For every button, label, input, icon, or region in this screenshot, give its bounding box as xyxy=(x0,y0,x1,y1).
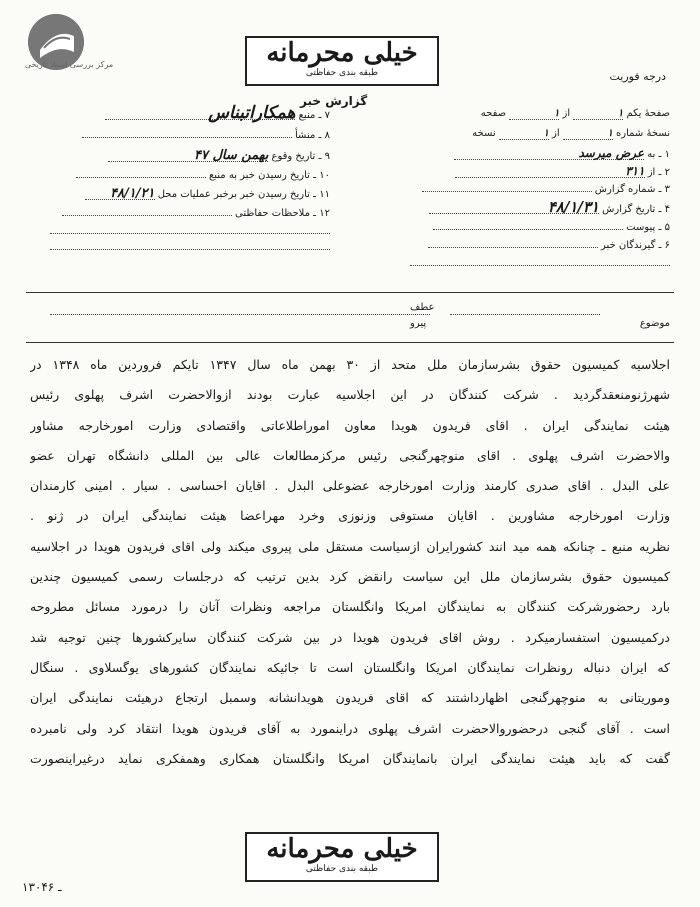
stamp-subtitle: طبقه بندی حفاظتی xyxy=(305,864,379,874)
body-line: بارد رحضورشرکت کنندگان به نمایندگان امریکا وانگلستان مراجعه ونظرات آنان را درمورد مسائل مطروحه xyxy=(30,599,670,615)
body-line: هیئت نمایندگی ایران . اقای فریدون هویدا معاون اموراطلاعاتی واقتصادی وزارت امورخارجه مشاور xyxy=(30,417,670,433)
body-line: والاحضرت اشرف پهلوی . اقای منوچهرگنجی رئیس مرکزمطالعات عالی بین المللی دانشگاه تهران عضو xyxy=(30,447,670,463)
field-page: صفحهٔ یکم ۱ از ۱ صفحه xyxy=(480,108,670,119)
stamp-title: خیلی محرمانه xyxy=(266,38,418,68)
field-origin: ۸ ـ منشأ xyxy=(30,130,330,150)
field-source-date: ۱۰ ـ تاریخ رسیدن خبر به منبع xyxy=(30,170,330,188)
field-source: ۷ ـ منبع همکاراتبناس xyxy=(30,108,330,130)
field-report-date: ۴ ـ تاریخ گزارش ۴۸/۱/۳۱ xyxy=(390,202,670,222)
divider xyxy=(26,292,674,293)
field-security-notes: ۱۲ ـ ملاحظات حفاظتی xyxy=(30,208,330,226)
divider xyxy=(26,342,674,343)
field-copy: نسخهٔ شماره ۱ از ۱ نسخه xyxy=(472,128,670,139)
archive-name: مرکز بررسی اسناد تاریخی xyxy=(24,60,114,69)
field-report-number: ۳ ـ شماره گزارش xyxy=(390,184,670,202)
field-recipients: ۶ ـ گیرندگان خبر xyxy=(390,240,670,258)
classification-stamp-top xyxy=(245,36,439,86)
body-line: علی البدل . اقای صدری کارمند وزارت امورخارجه عضوعلی البدل . اقایان احساسی . سیار . امینی کارمندان xyxy=(30,478,670,494)
priority-label: درجه فوریت xyxy=(609,70,666,83)
report-title: گزارش خبر xyxy=(300,94,368,108)
body-line: اجلاسیه کمیسیون حقوق بشرسازمان ملل متحد از ۳۰ بهمن ماه سال ۱۳۴۷ تایکم فروردین ماه ۱۳۴۸ در xyxy=(30,357,670,372)
field-to: ۱ ـ به عرض میرسد xyxy=(390,148,670,166)
body-line: وزارت امورخارجه مشاورین . اقایان مستوفی وزنوزی وخرد مهراعضا هیئت نمایندگی ایران در ژنو . xyxy=(30,508,670,524)
body-line: که ایران دنباله رونظرات نمایندگان امریکا وانگلستان است تا جائیکه نمایندگان کشورهای یوگسلاوی . سنگال xyxy=(30,659,670,675)
field-attachment: ۵ ـ پیوست xyxy=(390,222,670,240)
body-line: شهرژنومنعقدگردید . شرکت کنندگان در این اجلاسیه عبارت بودند ازوالاحضرت اشرف پهلوی رئیس xyxy=(30,387,670,403)
reference-atf: عطف xyxy=(410,302,435,313)
field-value: بهمن سال ۴۷ xyxy=(108,150,268,162)
stamp-title: خیلی محرمانه xyxy=(266,834,418,864)
report-body xyxy=(30,350,670,774)
body-line: وموریتانی به منوچهرگنجی اظهارداشتند که اقای فریدون هویدانشانه وسمبل ارتجاع درهیئت نمایندگی ایران xyxy=(30,690,670,706)
field-ops-date: ۱۱ ـ تاریخ رسیدن خبر برخبر عملیات محل ۴۸/۱/۲۱ xyxy=(30,188,330,208)
field-event-date: ۹ ـ تاریخ وقوع بهمن سال ۴۷ xyxy=(30,150,330,170)
body-line: نظریه منبع ـ چنانکه همه مید انند کشورایران ازسیاست مستقل ملی پیروی میکند ولی اقای فریدون هویدا در اجلاسیه xyxy=(30,538,670,554)
field-value: ۴۸/۱/۲۱ xyxy=(85,188,155,200)
body-line: کمیسیون حقوق بشرسازمان ملل این سیاست رانقض کرد بدین ترتیب که درجلسات رسمی کمیسیون چندین xyxy=(30,569,670,585)
subject-label: موضوع xyxy=(639,318,670,329)
body-line: است . آقای گنجی درحضوروالاحضرت اشرف پهلوی دراینمورد به آقای فریدون هویدا انتقاد کرد ولی نامبرده xyxy=(30,720,670,736)
body-line: درکمیسیون استفسارمیکرد . روش اقای فریدون هویدا در بین شرکت کنندگان سایرکشورها چنین توجیه شد xyxy=(30,629,670,645)
subject-block xyxy=(30,302,670,342)
left-form-fields xyxy=(30,103,330,258)
classification-stamp-bottom xyxy=(245,832,439,882)
body-line: گفت که باید هیئت نمایندگی ایران بانمایندگان امریکا وانگلستان همکاری وهمفکری نماید درغیراینصورت xyxy=(30,750,670,766)
page-code: ۱۳۰ـ ۴۶ xyxy=(22,880,62,894)
right-form-fields xyxy=(390,108,670,274)
field-value: همکاراتبناس xyxy=(105,108,295,120)
reference-peyro: پیرو xyxy=(410,318,427,329)
field-from: ۲ ـ از ۳۱۱ xyxy=(390,166,670,184)
stamp-subtitle: طبقه بندی حفاظتی xyxy=(305,68,379,78)
